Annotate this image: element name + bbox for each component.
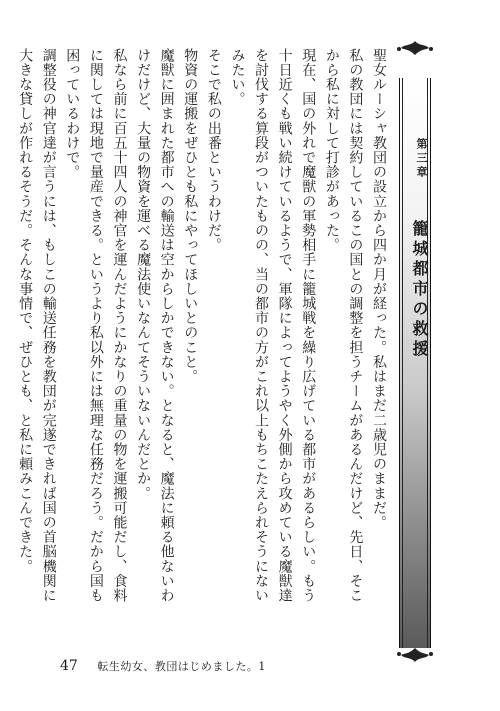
body-text bbox=[13, 48, 391, 613]
paragraph-7: 私なら前に百五十四人の神官を運んだようにかなりの重量の物を運搬可能だし、食料に関しては現地で量産できる。というより私以外には無理な任務だろう。だから国も困っているわけで。 bbox=[64, 48, 128, 603]
paragraph-6: 魔獣に囲まれた都市への輸送は空からしかできない。となると、魔法に頼る他ないわけだけど、大量の物資を運べる魔法使いなんてそういないんだとか。 bbox=[135, 48, 175, 603]
paragraph-1: 聖女ルーシャ教団の設立から四か月が経った。私はまだ二歳児のままだ。 bbox=[371, 48, 387, 530]
page-footer bbox=[60, 658, 266, 674]
ornament-top-icon bbox=[393, 40, 437, 56]
chapter-title: 籠城都市の救援 bbox=[410, 220, 429, 360]
paragraph-8: 調整役の神官達が言うには、もしこの輸送任務を教団が完遂できれば国の首脳機関に大きな貸しが作れるそうだ。そんな事情で、ぜひとも、と私に頼みこんできた。 bbox=[17, 48, 57, 603]
chapter-heading-panel bbox=[393, 60, 437, 645]
paragraph-2: 私の教団には契約しているこの国との調整を担うチームがあるんだけど、先日、そこから私に対して打診があった。 bbox=[323, 48, 364, 603]
paragraph-3: 現在、国の外れで魔獣の軍勢相手に籠城戦を繰り広げている都市があるらしい。もう十日近くも戦い続けているようで、軍隊によってようやく外側から攻めている魔獣達を討伐する算段がついたものの、当の都市の方がこれ以上もちこたえられそうにないみたい。 bbox=[229, 48, 317, 603]
paragraph-4: そこで私の出番というわけだ。 bbox=[205, 48, 222, 253]
ornament-bottom-icon bbox=[393, 647, 437, 663]
chapter-label: 第三章 bbox=[415, 138, 428, 180]
paragraph-5: 物資の運搬をぜひとも私にやってほしいとのこと。 bbox=[182, 48, 199, 384]
page-number: 47 bbox=[60, 658, 78, 674]
book-title: 転生幼女、教団はじめました。1 bbox=[97, 660, 266, 673]
